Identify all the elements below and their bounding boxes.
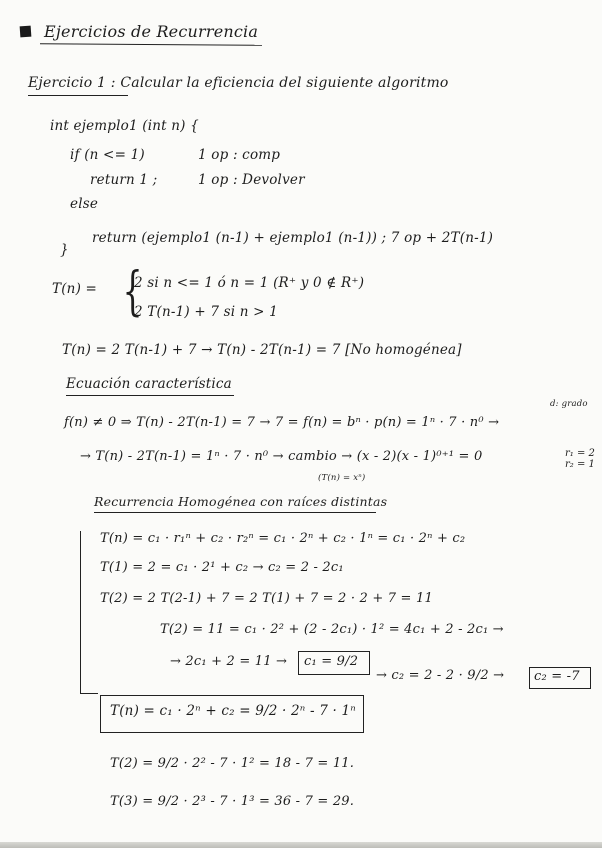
check-line-2: T(3) = 9/2 · 2³ - 7 · 1³ = 36 - 7 = 29.	[110, 794, 355, 809]
recurrence-line: T(n) = 2 T(n-1) + 7 → T(n) - 2T(n-1) = 7 [No homogénea]	[62, 342, 462, 358]
roots	[565, 448, 595, 470]
exercise-underline	[28, 95, 128, 96]
sol-line-3: T(2) = 2 T(2-1) + 7 = 2 T(1) + 7 = 2 · 2 + 7 = 11	[100, 591, 433, 606]
code-line-3: return 1 ;	[90, 172, 158, 188]
title-underline	[40, 43, 262, 46]
homogeneous-heading: Recurrencia Homogénea con raíces distintas	[94, 494, 388, 509]
code-line-5: return (ejemplo1 (n-1) + ejemplo1 (n-1)) ; 7 op + 2T(n-1)	[92, 230, 494, 246]
grado-note: d: grado	[550, 399, 588, 409]
exercise-heading: Ejercicio 1 : Calcular la eficiencia del siguiente algoritmo	[28, 75, 449, 91]
sol-line-1: T(n) = c₁ · r₁ⁿ + c₂ · r₂ⁿ = c₁ · 2ⁿ + c₂ · 1ⁿ = c₁ · 2ⁿ + c₂	[100, 531, 466, 546]
bullet-square	[20, 26, 32, 38]
ec-line-1: f(n) ≠ 0 ⇒ T(n) - 2T(n-1) = 7 → 7 = f(n) = bⁿ · p(n) = 1ⁿ · 7 · n⁰ →	[64, 415, 500, 430]
c2-result: c₂ = -7	[534, 669, 580, 684]
homogeneous-underline	[94, 512, 376, 513]
root-1: r₁ = 2	[565, 448, 595, 459]
code-line-6: }	[60, 242, 69, 258]
check-line-1: T(2) = 9/2 · 2² - 7 · 1² = 18 - 7 = 11.	[110, 756, 355, 771]
code-line-1: int ejemplo1 (int n) {	[50, 118, 199, 134]
ec-heading: Ecuación característica	[66, 376, 232, 392]
ec-line-2: → T(n) - 2T(n-1) = 1ⁿ · 7 · n⁰ → cambio → (x - 2)(x - 1)⁰⁺¹ = 0	[80, 449, 483, 464]
sol-line-2: T(1) = 2 = c₁ · 2¹ + c₂ → c₂ = 2 - 2c₁	[100, 560, 344, 575]
solution-bracket	[80, 531, 91, 693]
page-title: Ejercicios de Recurrencia	[44, 22, 259, 41]
page-bottom-edge	[0, 842, 602, 848]
code-line-2-cost: 1 op : comp	[198, 147, 281, 163]
sol-line-4: T(2) = 11 = c₁ · 2² + (2 - 2c₁) · 1² = 4c₁ + 2 - 2c₁ →	[160, 622, 504, 637]
solution-arrow	[80, 693, 98, 694]
cambio-note: (T(n) = xⁿ)	[318, 473, 366, 483]
ec-underline	[66, 395, 234, 396]
c2-line: → c₂ = 2 - 2 · 9/2 →	[376, 668, 505, 683]
def-case-1: 2 si n <= 1 ó n = 1 (R⁺ y 0 ∉ R⁺)	[134, 275, 365, 291]
c1-result: c₁ = 9/2	[304, 654, 359, 669]
sol-line-5: → 2c₁ + 2 = 11 →	[170, 654, 288, 669]
code-line-4: else	[70, 196, 99, 212]
def-lhs: T(n) =	[52, 281, 98, 297]
code-line-3-cost: 1 op : Devolver	[198, 172, 305, 188]
root-2: r₂ = 1	[565, 459, 595, 470]
def-case-2: 2 T(n-1) + 7 si n > 1	[134, 304, 278, 320]
final-solution: T(n) = c₁ · 2ⁿ + c₂ = 9/2 · 2ⁿ - 7 · 1ⁿ	[110, 703, 356, 719]
code-line-2: if (n <= 1)	[70, 147, 145, 163]
cases-brace: {	[122, 262, 143, 322]
